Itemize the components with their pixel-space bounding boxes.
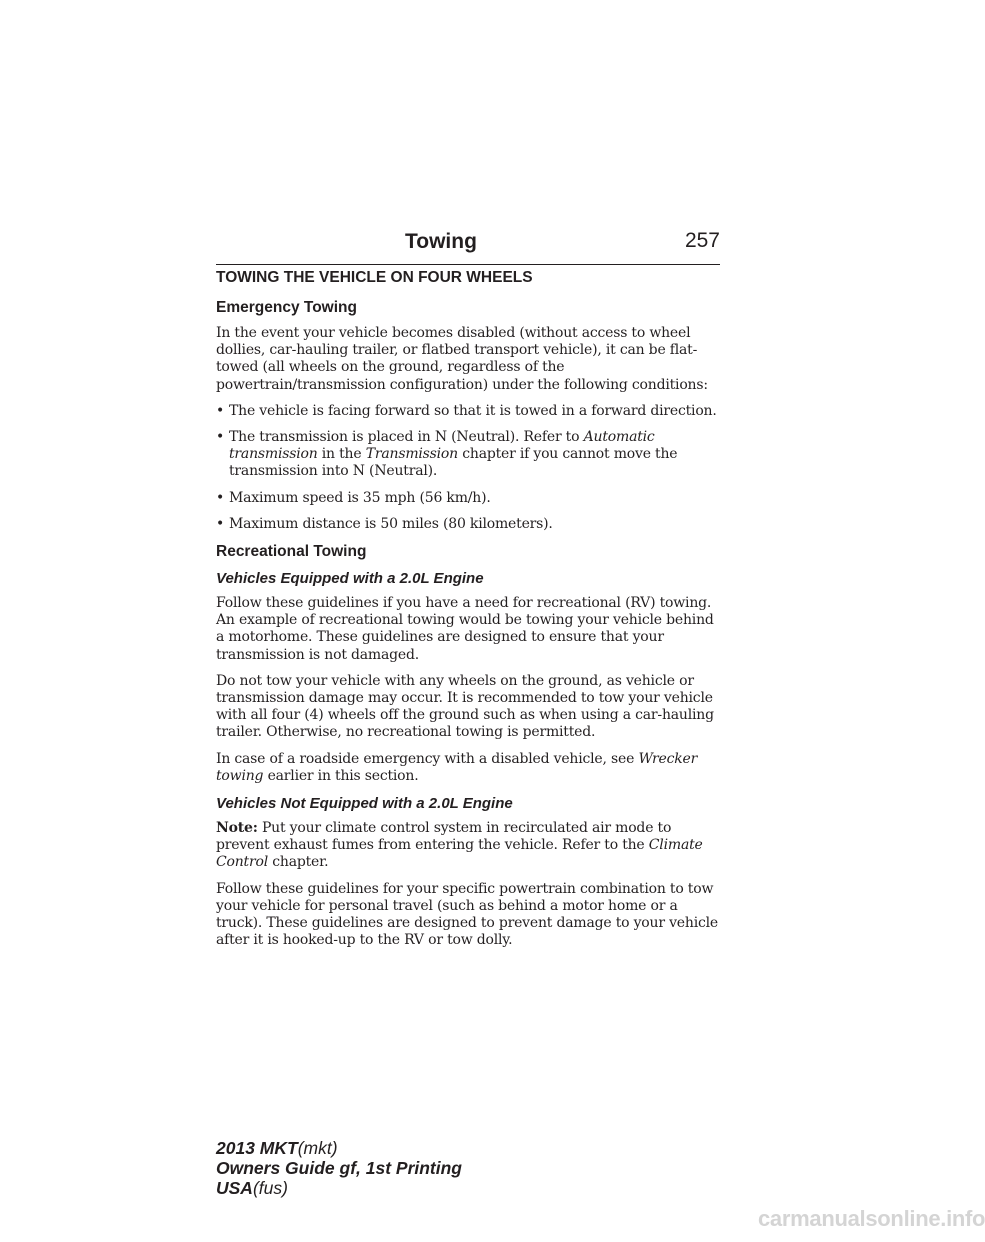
footer-market-code: (fus)	[252, 1178, 288, 1198]
cross-reference-climate-control: Climate Control	[216, 837, 703, 871]
emergency-towing-heading: Emergency Towing	[216, 299, 357, 316]
list-item	[216, 516, 721, 533]
footer-model: 2013 MKT	[216, 1138, 298, 1158]
paragraph: Follow these guidelines for your specific powertrain combination to tow your vehicle for personal travel (such as behind a motor home or a truck). These guidelines are designed to prevent damage to your vehicle after it is hooked-up to the RV or tow dolly.	[216, 880, 718, 949]
list-item	[216, 403, 721, 420]
footer-model-code: (mkt)	[297, 1138, 338, 1158]
list-item-text: The vehicle is facing forward so that it is towed in a forward direction.	[229, 402, 717, 419]
cross-reference-transmission-chapter: Transmission	[365, 446, 458, 463]
page-header	[216, 228, 720, 265]
cross-reference-wrecker-towing: Wrecker towing	[216, 750, 698, 784]
footer-market: USA	[216, 1178, 253, 1198]
note-text: chapter.	[272, 854, 329, 871]
list-item-text: Maximum distance is 50 miles (80 kilometers).	[229, 515, 553, 532]
list-item-text: The transmission is placed in N (Neutral). Refer to	[229, 429, 580, 446]
print-footer	[216, 1138, 462, 1198]
list-item-text: chapter if you cannot move the transmission into N (Neutral).	[229, 446, 678, 480]
bullet-icon: •	[216, 429, 225, 446]
footer-line	[216, 1178, 462, 1198]
not-equipped-2l-heading: Vehicles Not Equipped with a 2.0L Engine	[216, 795, 513, 813]
footer-edition: Owners Guide gf, 1st Printing	[216, 1158, 462, 1178]
cross-reference-automatic-transmission: Automatic transmission	[229, 429, 655, 463]
list-item	[216, 490, 721, 507]
paragraph: Do not tow your vehicle with any wheels on the ground, as vehicle or transmission damage may occur. It is recommended to tow your vehicle with all four (4) wheels off the ground such as when using a car-hauling trailer. Otherwise, no recreational towing is permitted.	[216, 672, 714, 741]
note-paragraph	[216, 820, 721, 872]
paragraph-text: In case of a roadside emergency with a disabled vehicle, see	[216, 750, 635, 767]
emergency-intro-paragraph: In the event your vehicle becomes disabled (without access to wheel dollies, car-hauling trailer, or flatbed transport vehicle), it can be flat-towed (all wheels on the ground, regardless of the powertrain/transmission configuration) under the following conditions:	[216, 325, 708, 393]
towing-conditions-list	[216, 403, 721, 533]
list-item-text: in the	[321, 446, 362, 463]
footer-line	[216, 1138, 462, 1158]
page-content	[216, 268, 721, 958]
paragraph-text: earlier in this section.	[267, 767, 419, 784]
page-number: 257	[684, 229, 720, 252]
list-item	[216, 429, 721, 481]
list-item-text: Maximum speed is 35 mph (56 km/h).	[229, 489, 491, 506]
note-text: Put your climate control system in recirculated air mode to prevent exhaust fumes from entering the vehicle. Refer to the	[216, 820, 672, 854]
watermark: carmanualsonline.info	[758, 1206, 985, 1231]
bullet-icon: •	[216, 402, 225, 419]
paragraph: Follow these guidelines if you have a need for recreational (RV) towing. An example of recreational towing would be towing your vehicle behind a motorhome. These guidelines are designed to ensure that your transmission is not damaged.	[216, 595, 714, 663]
recreational-towing-heading: Recreational Towing	[216, 543, 367, 561]
bullet-icon: •	[216, 489, 225, 506]
bullet-icon: •	[216, 515, 225, 532]
paragraph	[216, 751, 721, 785]
note-label: Note:	[216, 820, 258, 837]
main-heading: TOWING THE VEHICLE ON FOUR WHEELS	[216, 269, 533, 286]
equipped-2l-heading: Vehicles Equipped with a 2.0L Engine	[216, 570, 484, 588]
page-header-title: Towing	[405, 230, 477, 253]
